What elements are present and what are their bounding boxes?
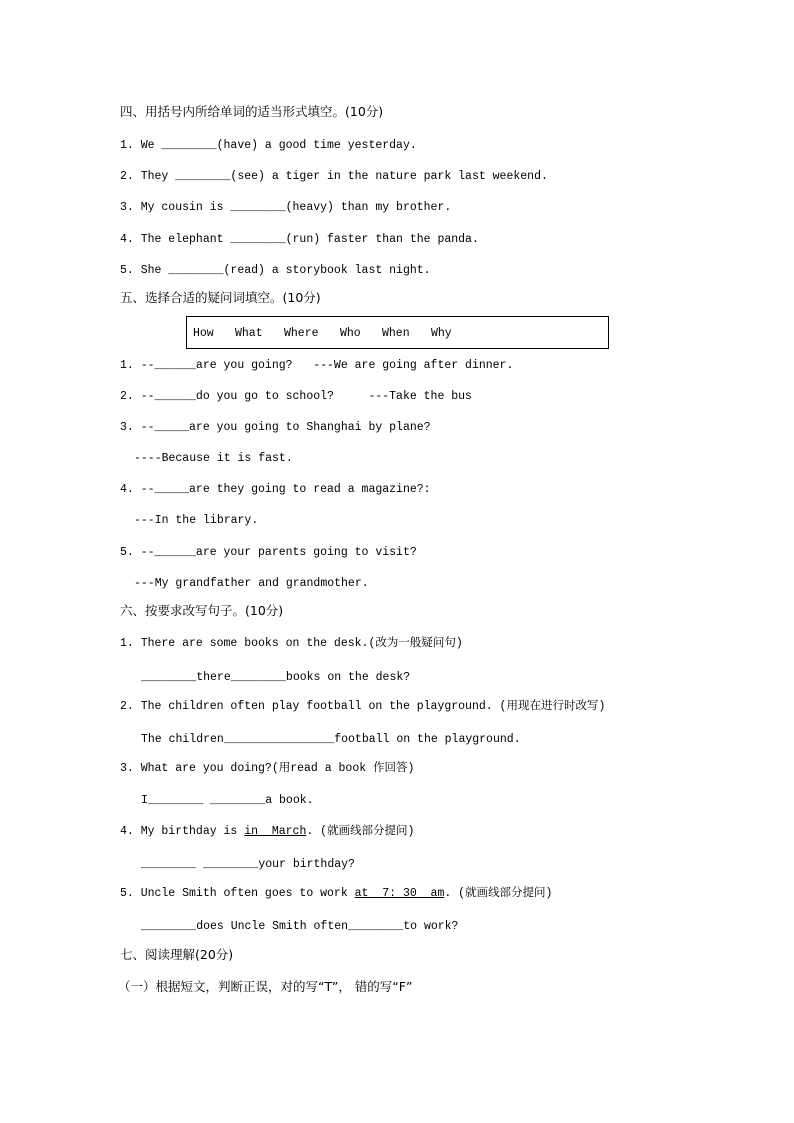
q5-underlined: at 7: 30 am: [354, 887, 445, 900]
s5-line: ---My grandfather and grandmother.: [134, 577, 369, 590]
q5-instruction: . (就画线部分提问): [444, 887, 553, 900]
word-bank-word: What: [235, 327, 263, 340]
s4-item-5: 5. She ________(read) a storybook last night.: [120, 264, 431, 277]
s6-question-3: 3. What are you doing?(用read a book 作回答): [120, 762, 415, 775]
s6-answer-2: The children________________football on the playground.: [141, 733, 521, 746]
s6-answer-5: ________does Uncle Smith often________to work?: [141, 920, 459, 933]
section-7-title: 七、阅读理解(20分): [120, 947, 234, 962]
s6-question-4: [120, 825, 414, 839]
q5-text: 5. Uncle Smith often goes to work: [120, 887, 355, 900]
s4-item-3: 3. My cousin is ________(heavy) than my brother.: [120, 201, 452, 214]
s6-question-5: [120, 887, 552, 901]
q4-text: 4. My birthday is: [120, 825, 245, 838]
s4-item-1: 1. We ________(have) a good time yesterday.: [120, 139, 417, 152]
s5-line: 1. --______are you going? ---We are going after dinner.: [120, 359, 514, 372]
s5-line: ---In the library.: [134, 514, 259, 527]
s6-question-2: 2. The children often play football on the playground. (用现在进行时改写): [120, 700, 606, 713]
s5-line: ----Because it is fast.: [134, 452, 293, 465]
word-bank-word: Where: [284, 327, 319, 340]
word-bank-word: How: [193, 327, 214, 340]
word-bank-word: When: [382, 327, 410, 340]
q4-underlined: in March: [244, 825, 307, 838]
section-7-subtitle: （一）根据短文，判断正误，对的写“T”， 错的写“F”: [118, 979, 413, 994]
word-bank-word: Who: [340, 327, 361, 340]
s4-item-2: 2. They ________(see) a tiger in the nature park last weekend.: [120, 170, 548, 183]
s5-line: 2. --______do you go to school? ---Take the bus: [120, 390, 472, 403]
s5-line: 5. --______are your parents going to visit?: [120, 546, 417, 559]
section-4-title: 四、用括号内所给单词的适当形式填空。(10分): [120, 104, 384, 119]
s5-line: 4. --_____are they going to read a magazine?:: [120, 483, 431, 496]
s6-answer-4: ________ ________your birthday?: [141, 858, 355, 871]
word-bank-box: [186, 316, 609, 349]
section-5-title: 五、选择合适的疑问词填空。(10分): [120, 290, 321, 305]
s6-answer-3: I________ ________a book.: [141, 794, 314, 807]
section-6-title: 六、按要求改写句子。(10分): [120, 603, 284, 618]
q4-instruction: . (就画线部分提问): [306, 825, 415, 838]
s5-line: 3. --_____are you going to Shanghai by plane?: [120, 421, 431, 434]
s6-answer-1: ________there________books on the desk?: [141, 671, 411, 684]
word-bank-word: Why: [431, 327, 452, 340]
s6-question-1: 1. There are some books on the desk.(改为一般疑问句): [120, 637, 463, 650]
s4-item-4: 4. The elephant ________(run) faster than the panda.: [120, 233, 479, 246]
